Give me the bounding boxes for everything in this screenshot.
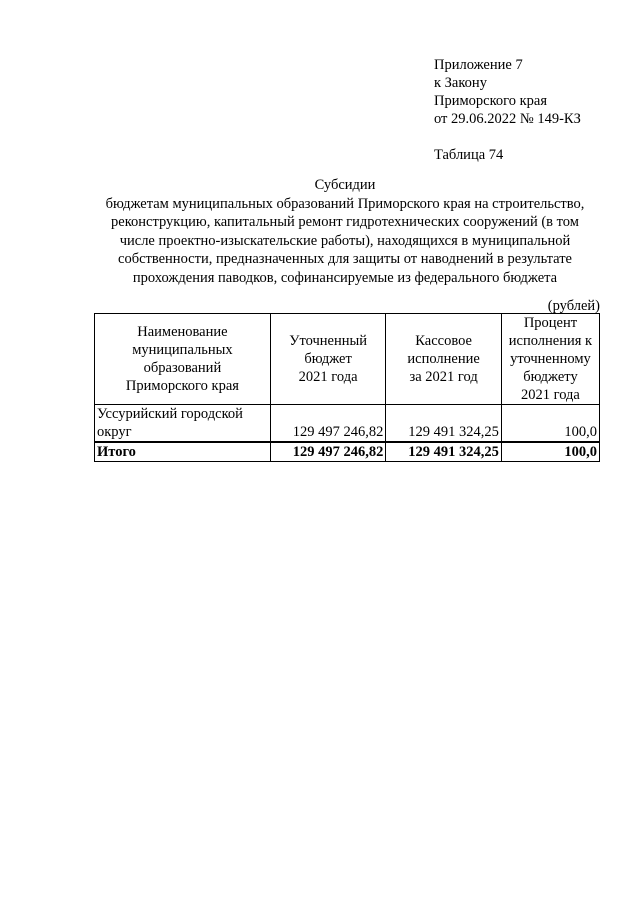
row-municipality-name: Уссурийский городской округ [95,405,271,443]
subsidy-table [94,313,600,462]
appendix-law-line: к Закону [434,75,487,91]
appendix-region-line: Приморского края [434,93,548,109]
table-number: Таблица 74 [434,147,504,163]
header-municipality: Наименование муниципальных образований Приморского края [95,314,271,405]
title-line: собственности, предназначенных для защиты от наводнений в результате [118,251,572,267]
appendix-block [434,56,581,128]
appendix-line: Приложение 7 [434,57,523,73]
table-row [95,405,600,443]
row-budget: 129 497 246,82 [270,405,386,443]
header-percent: Процент исполнения к уточненному бюджету 2021 года [501,314,599,405]
title-line: числе проектно-изыскательские работы), находящихся в муниципальной [119,232,571,249]
title-heading: Субсидии [314,177,376,193]
row-percent: 100,0 [501,405,599,443]
title-line: прохождения паводков, софинансируемые из федерального бюджета [132,269,558,286]
total-percent: 100,0 [501,442,599,462]
header-execution: Кассовое исполнение за 2021 год [386,314,502,405]
total-execution: 129 491 324,25 [386,442,502,462]
appendix-date-line: от 29.06.2022 № 149-КЗ [434,111,581,127]
header-budget: Уточненный бюджет 2021 года [270,314,386,405]
title-line: бюджетам муниципальных образований Приморского края на строительство, [105,195,585,212]
table-header-row [95,314,600,405]
document-title [85,176,605,287]
title-line: реконструкцию, капитальный ремонт гидротехнических сооружений (в том [111,214,579,230]
units-label: (рублей) [547,298,600,314]
row-execution: 129 491 324,25 [386,405,502,443]
table-total-row [95,442,600,462]
total-budget: 129 497 246,82 [270,442,386,462]
total-label: Итого [95,442,271,462]
